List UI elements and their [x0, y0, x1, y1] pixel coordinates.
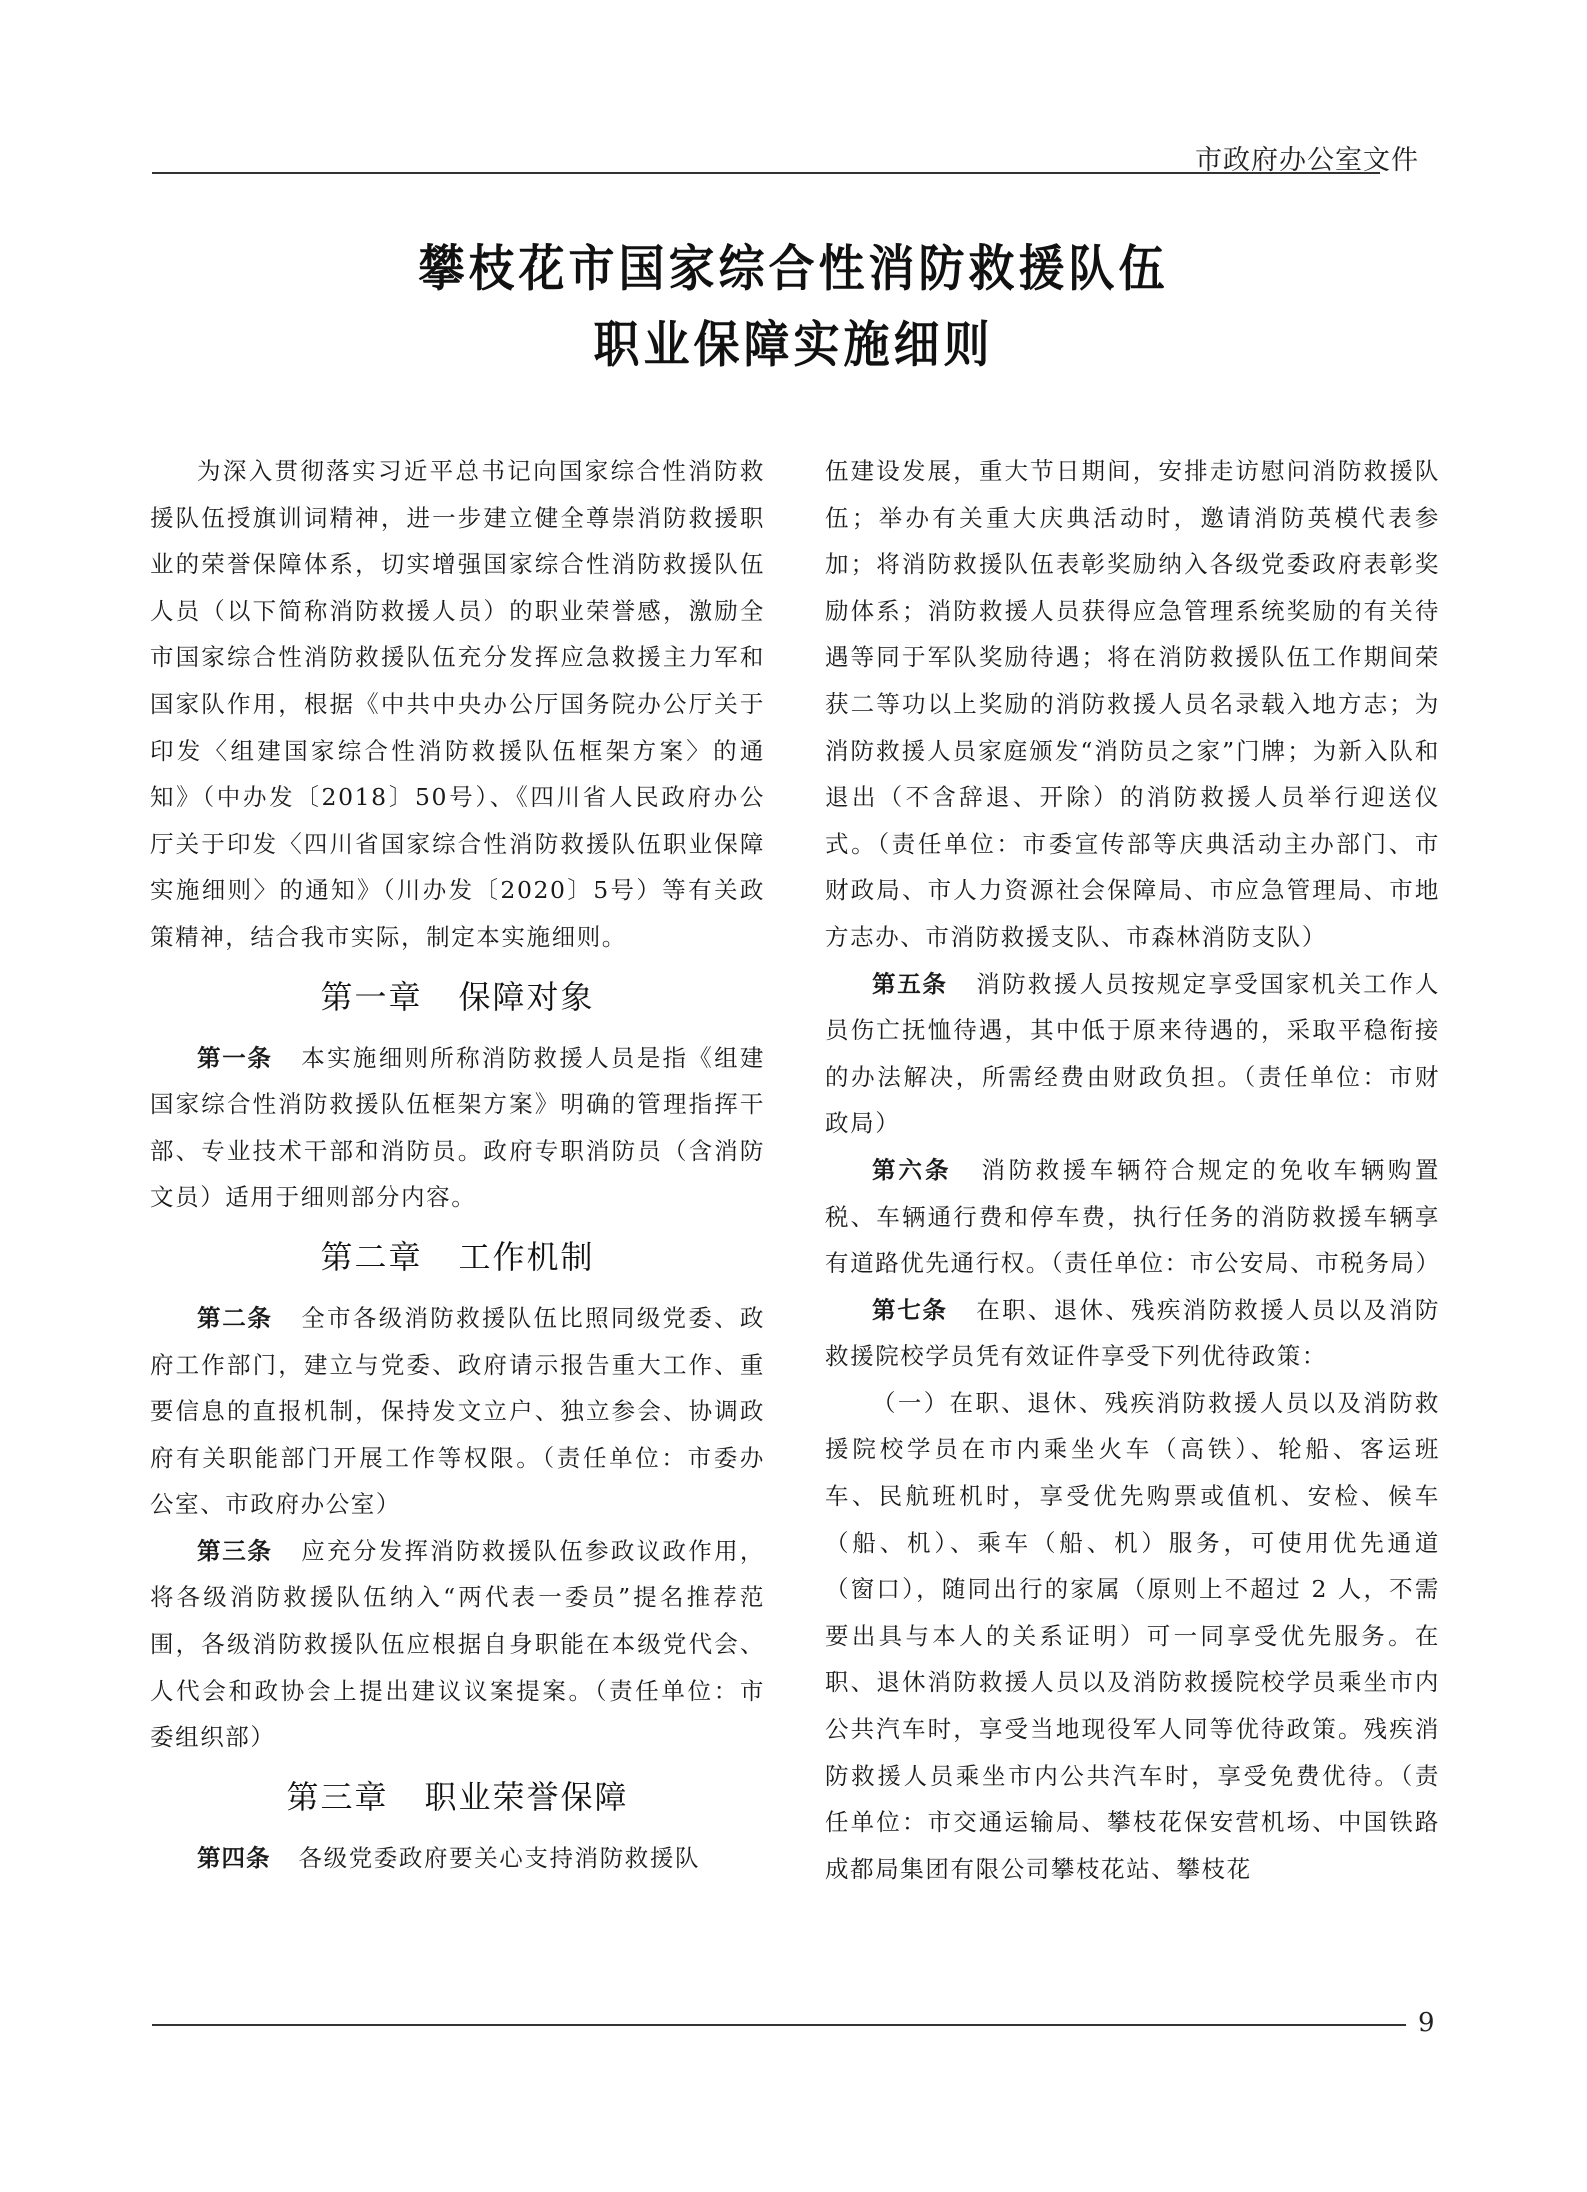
left-column [150, 448, 765, 1881]
article-2 [150, 1295, 765, 1528]
article-4 [150, 1835, 765, 1882]
chapter-number: 第二章 [320, 1237, 423, 1276]
chapter-heading-3 [150, 1771, 765, 1823]
document-title-line-1: 攀枝花市国家综合性消防救援队伍 [418, 239, 1169, 298]
chapter-title: 工作机制 [458, 1237, 595, 1276]
chapter-title: 职业荣誉保障 [424, 1777, 629, 1816]
clause-1: （一）在职、退休、残疾消防救援人员以及消防救援院校学员在市内乘坐火车（高铁）、轮船、客运班车、民航班机时，享受优先购票或值机、安检、候车（船、机）、乘车（船、机）服务，可使用优先通道（窗口），随同出行的家属（原则上不超过 2 人，不需要出具与本人的关系证明）可一同享受优先服务。在职、退休消防救援人员以及消防救援院校学员乘坐市内公共汽车时，享受当地现役军人同等优待政策。残疾消防救援人员乘坐市内公共汽车时，享受免费优待。（责任单位：市交通运输局、攀枝花保安营机场、中国铁路成都局集团有限公司攀枝花站、攀枝花 [825, 1388, 1440, 1883]
chapter-number: 第三章 [286, 1777, 389, 1816]
article-1 [150, 1035, 765, 1221]
running-header: 市政府办公室文件 [1195, 145, 1419, 176]
article-label: 第七条 [872, 1295, 948, 1324]
article-4-continuation: 伍建设发展，重大节日期间，安排走访慰问消防救援队伍；举办有关重大庆典活动时，邀请消防英模代表参加；将消防救援队伍表彰奖励纳入各级党委政府表彰奖励体系；消防救援人员获得应急管理系统奖励的有关待遇等同于军队奖励待遇；将在消防救援队伍工作期间荣获二等功以上奖励的消防救援人员名录载入地方志；为消防救援人员家庭颁发“消防员之家”门牌；为新入队和退出（不含辞退、开除）的消防救援人员举行迎送仪式。（责任单位：市委宣传部等庆典活动主办部门、市财政局、市人力资源社会保障局、市应急管理局、市地方志办、市消防救援支队、市森林消防支队） [825, 457, 1440, 951]
article-6 [825, 1147, 1440, 1287]
article-label: 第五条 [872, 969, 948, 998]
article-label: 第二条 [197, 1303, 273, 1332]
chapter-title: 保障对象 [458, 977, 595, 1016]
article-text: 在职、退休、残疾消防救援人员以及消防救援院校学员凭有效证件享受下列优待政策： [825, 1295, 1440, 1371]
footer-divider [152, 2024, 1406, 2026]
article-label: 第三条 [197, 1536, 273, 1565]
page-number: 9 [1418, 2008, 1435, 2038]
chapter-number: 第一章 [320, 977, 423, 1016]
article-label: 第一条 [197, 1043, 273, 1072]
article-text: 各级党委政府要关心支持消防救援队 [298, 1843, 701, 1872]
article-text: 本实施细则所称消防救援人员是指《组建国家综合性消防救援队伍框架方案》明确的管理指挥干部、专业技术干部和消防员。政府专职消防员（含消防文员）适用于细则部分内容。 [150, 1043, 765, 1212]
chapter-heading-1 [150, 971, 765, 1023]
article-label: 第四条 [197, 1843, 271, 1872]
article-text: 消防救援车辆符合规定的免收车辆购置税、车辆通行费和停车费，执行任务的消防救援车辆享有道路优先通行权。（责任单位：市公安局、市税务局） [825, 1155, 1441, 1278]
header-divider [152, 172, 1380, 174]
article-text: 应充分发挥消防救援队伍参政议政作用，将各级消防救援队伍纳入“两代表一委员”提名推荐范围，各级消防救援队伍应根据自身职能在本级党代会、人代会和政协会上提出建议议案提案。（责任单位：市委组织部） [150, 1536, 765, 1752]
article-5 [825, 961, 1440, 1147]
intro-paragraph: 为深入贯彻落实习近平总书记向国家综合性消防救援队伍授旗训词精神，进一步建立健全尊崇消防救援职业的荣誉保障体系，切实增强国家综合性消防救援队伍人员（以下简称消防救援人员）的职业荣誉感，激励全市国家综合性消防救援队伍充分发挥应急救援主力军和国家队作用，根据《中共中央办公厅国务院办公厅关于印发〈组建国家综合性消防救援队伍框架方案〉的通知》（中办发〔2018〕50号）、《四川省人民政府办公厅关于印发〈四川省国家综合性消防救援队伍职业保障实施细则〉的通知》（川办发〔2020〕5号）等有关政策精神，结合我市实际，制定本实施细则。 [150, 457, 765, 951]
article-3 [150, 1528, 765, 1761]
article-text: 全市各级消防救援队伍比照同级党委、政府工作部门，建立与党委、政府请示报告重大工作、重要信息的直报机制，保持发文立户、独立参会、协调政府有关职能部门开展工作等权限。（责任单位：市委办公室、市政府办公室） [150, 1303, 765, 1519]
article-label: 第六条 [872, 1155, 952, 1184]
article-7 [825, 1287, 1440, 1380]
right-column [825, 448, 1440, 1892]
document-title-line-2: 职业保障实施细则 [593, 315, 994, 374]
chapter-heading-2 [150, 1231, 765, 1283]
article-text: 消防救援人员按规定享受国家机关工作人员伤亡抚恤待遇，其中低于原来待遇的，采取平稳衔接的办法解决，所需经费由财政负担。（责任单位：市财政局） [825, 969, 1440, 1138]
